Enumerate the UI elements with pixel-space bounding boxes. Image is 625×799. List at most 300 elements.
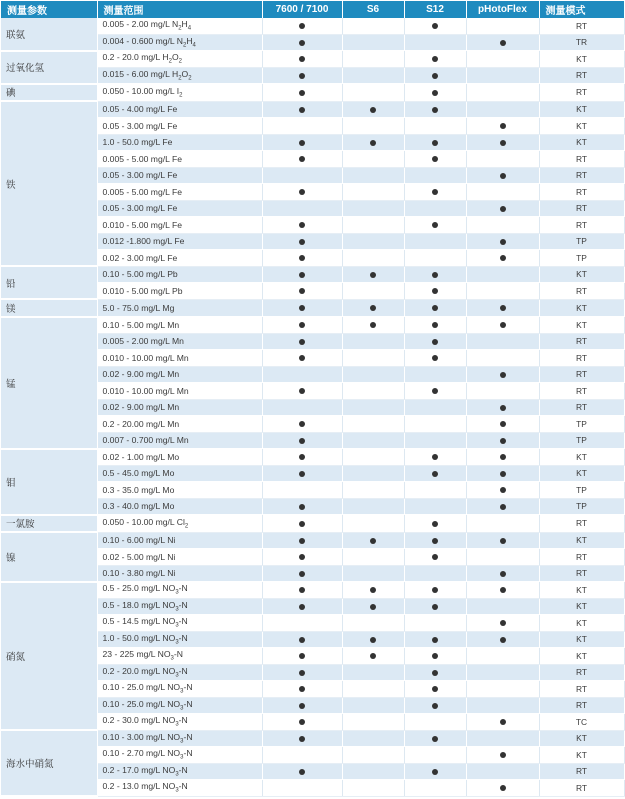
supported-dot-icon — [299, 769, 305, 775]
table-row — [1, 266, 624, 283]
support-cell-photoflex — [466, 101, 539, 118]
support-cell-7600-7100 — [262, 615, 342, 632]
parameter-cell: 锰 — [1, 317, 97, 449]
mode-cell: RT — [539, 697, 624, 714]
support-cell-7600-7100 — [262, 697, 342, 714]
support-cell-s6 — [342, 101, 404, 118]
support-cell-s12 — [404, 283, 466, 300]
support-cell-photoflex — [466, 615, 539, 632]
range-cell: 0.10 - 6.00 mg/L Ni — [97, 532, 262, 549]
parameter-cell: 铁 — [1, 101, 97, 266]
support-cell-7600-7100 — [262, 266, 342, 283]
table-row — [1, 18, 624, 34]
support-cell-s12 — [404, 449, 466, 466]
supported-dot-icon — [299, 736, 305, 742]
support-cell-photoflex — [466, 532, 539, 549]
supported-dot-icon — [500, 372, 506, 378]
range-cell: 1.0 - 50.0 mg/L $NO_3-N$ — [97, 631, 262, 648]
range-cell: 0.050 - 10.00 mg/L $Cl_2$ — [97, 515, 262, 533]
supported-dot-icon — [432, 769, 438, 775]
support-cell-s6 — [342, 697, 404, 714]
supported-dot-icon — [299, 587, 305, 593]
support-cell-s12 — [404, 184, 466, 201]
range-cell: 0.005 - 5.00 mg/L Fe — [97, 184, 262, 201]
support-cell-photoflex — [466, 34, 539, 51]
support-cell-s6 — [342, 167, 404, 184]
mode-cell: KT — [539, 631, 624, 648]
support-cell-7600-7100 — [262, 730, 342, 747]
mode-cell: TP — [539, 250, 624, 267]
mode-cell: KT — [539, 449, 624, 466]
supported-dot-icon — [432, 107, 438, 113]
support-cell-s6 — [342, 366, 404, 383]
support-cell-s6 — [342, 664, 404, 681]
support-cell-7600-7100 — [262, 532, 342, 549]
supported-dot-icon — [299, 189, 305, 195]
header-s6: S6 — [342, 1, 404, 18]
range-cell: 0.005 - 5.00 mg/L Fe — [97, 151, 262, 168]
support-cell-photoflex — [466, 366, 539, 383]
support-cell-s12 — [404, 101, 466, 118]
support-cell-s6 — [342, 498, 404, 515]
support-cell-s12 — [404, 67, 466, 84]
supported-dot-icon — [299, 703, 305, 709]
support-cell-photoflex — [466, 482, 539, 499]
supported-dot-icon — [432, 388, 438, 394]
mode-cell: RT — [539, 549, 624, 566]
support-cell-7600-7100 — [262, 399, 342, 416]
support-cell-photoflex — [466, 67, 539, 84]
support-cell-s6 — [342, 383, 404, 400]
support-cell-s12 — [404, 151, 466, 168]
mode-cell: RT — [539, 399, 624, 416]
support-cell-photoflex — [466, 151, 539, 168]
supported-dot-icon — [432, 554, 438, 560]
supported-dot-icon — [299, 140, 305, 146]
support-cell-s6 — [342, 747, 404, 764]
supported-dot-icon — [299, 554, 305, 560]
support-cell-photoflex — [466, 681, 539, 698]
supported-dot-icon — [299, 305, 305, 311]
mode-cell: KT — [539, 582, 624, 599]
support-cell-photoflex — [466, 648, 539, 665]
supported-dot-icon — [432, 339, 438, 345]
support-cell-s6 — [342, 34, 404, 51]
mode-cell: TC — [539, 714, 624, 731]
support-cell-s12 — [404, 217, 466, 234]
support-cell-s12 — [404, 167, 466, 184]
range-cell: 0.004 - 0.600 mg/L $N_2H_4$ — [97, 34, 262, 51]
supported-dot-icon — [299, 255, 305, 261]
support-cell-s12 — [404, 697, 466, 714]
support-cell-7600-7100 — [262, 118, 342, 135]
supported-dot-icon — [432, 538, 438, 544]
support-cell-s6 — [342, 763, 404, 780]
supported-dot-icon — [500, 504, 506, 510]
support-cell-s6 — [342, 151, 404, 168]
supported-dot-icon — [299, 388, 305, 394]
supported-dot-icon — [370, 587, 376, 593]
header-photoflex: pHotoFlex — [466, 1, 539, 18]
support-cell-photoflex — [466, 432, 539, 449]
supported-dot-icon — [299, 355, 305, 361]
supported-dot-icon — [500, 206, 506, 212]
support-cell-s6 — [342, 51, 404, 68]
supported-dot-icon — [432, 703, 438, 709]
support-cell-7600-7100 — [262, 167, 342, 184]
supported-dot-icon — [299, 521, 305, 527]
support-cell-s6 — [342, 631, 404, 648]
support-cell-s6 — [342, 549, 404, 566]
parameter-cell: 过氧化氢 — [1, 51, 97, 84]
support-cell-s6 — [342, 780, 404, 797]
support-cell-photoflex — [466, 763, 539, 780]
support-cell-7600-7100 — [262, 151, 342, 168]
support-cell-7600-7100 — [262, 299, 342, 317]
range-cell: 0.005 - 2.00 mg/L Mn — [97, 333, 262, 350]
supported-dot-icon — [432, 73, 438, 79]
support-cell-7600-7100 — [262, 780, 342, 797]
supported-dot-icon — [299, 339, 305, 345]
range-cell: 0.010 - 5.00 mg/L Fe — [97, 217, 262, 234]
support-cell-7600-7100 — [262, 648, 342, 665]
support-cell-photoflex — [466, 565, 539, 582]
range-cell: 0.2 - 30.0 mg/L $NO_3-N$ — [97, 714, 262, 731]
table-row — [1, 730, 624, 747]
support-cell-photoflex — [466, 664, 539, 681]
support-cell-s12 — [404, 780, 466, 797]
supported-dot-icon — [370, 653, 376, 659]
range-cell: 0.02 - 3.00 mg/L Fe — [97, 250, 262, 267]
support-cell-s12 — [404, 763, 466, 780]
support-cell-photoflex — [466, 217, 539, 234]
support-cell-7600-7100 — [262, 67, 342, 84]
mode-cell: KT — [539, 730, 624, 747]
supported-dot-icon — [299, 272, 305, 278]
support-cell-s12 — [404, 51, 466, 68]
header-7600-7100: 7600 / 7100 — [262, 1, 342, 18]
support-cell-photoflex — [466, 333, 539, 350]
range-cell: 0.02 - 9.00 mg/L Mn — [97, 399, 262, 416]
supported-dot-icon — [500, 538, 506, 544]
support-cell-photoflex — [466, 250, 539, 267]
mode-cell: RT — [539, 67, 624, 84]
supported-dot-icon — [500, 405, 506, 411]
support-cell-7600-7100 — [262, 449, 342, 466]
supported-dot-icon — [299, 438, 305, 444]
table-row — [1, 515, 624, 533]
mode-cell: KT — [539, 532, 624, 549]
supported-dot-icon — [432, 604, 438, 610]
table-row — [1, 84, 624, 102]
support-cell-photoflex — [466, 184, 539, 201]
supported-dot-icon — [500, 454, 506, 460]
mode-cell: RT — [539, 366, 624, 383]
support-cell-photoflex — [466, 498, 539, 515]
support-cell-s12 — [404, 681, 466, 698]
supported-dot-icon — [432, 736, 438, 742]
mode-cell: TP — [539, 498, 624, 515]
table-row — [1, 449, 624, 466]
range-cell: 0.007 - 0.700 mg/L Mn — [97, 432, 262, 449]
supported-dot-icon — [432, 305, 438, 311]
support-cell-photoflex — [466, 582, 539, 599]
mode-cell: KT — [539, 465, 624, 482]
supported-dot-icon — [299, 504, 305, 510]
support-cell-s12 — [404, 399, 466, 416]
supported-dot-icon — [299, 471, 305, 477]
supported-dot-icon — [500, 785, 506, 791]
mode-cell: RT — [539, 84, 624, 102]
support-cell-s12 — [404, 465, 466, 482]
range-cell: 0.2 - 17.0 mg/L $NO_3-N$ — [97, 763, 262, 780]
support-cell-s6 — [342, 200, 404, 217]
support-cell-s12 — [404, 532, 466, 549]
support-cell-s12 — [404, 747, 466, 764]
supported-dot-icon — [500, 173, 506, 179]
support-cell-s12 — [404, 598, 466, 615]
support-cell-photoflex — [466, 449, 539, 466]
supported-dot-icon — [370, 538, 376, 544]
support-cell-7600-7100 — [262, 317, 342, 334]
range-cell: 5.0 - 75.0 mg/L Mg — [97, 299, 262, 317]
support-cell-s12 — [404, 432, 466, 449]
support-cell-photoflex — [466, 266, 539, 283]
support-cell-photoflex — [466, 730, 539, 747]
mode-cell: RT — [539, 664, 624, 681]
mode-cell: TR — [539, 34, 624, 51]
support-cell-photoflex — [466, 134, 539, 151]
support-cell-s6 — [342, 266, 404, 283]
support-cell-7600-7100 — [262, 681, 342, 698]
support-cell-photoflex — [466, 118, 539, 135]
support-cell-s6 — [342, 615, 404, 632]
range-cell: 0.5 - 14.5 mg/L $NO_3-N$ — [97, 615, 262, 632]
supported-dot-icon — [432, 189, 438, 195]
supported-dot-icon — [432, 587, 438, 593]
support-cell-s12 — [404, 84, 466, 102]
support-cell-s12 — [404, 299, 466, 317]
mode-cell: RT — [539, 18, 624, 34]
supported-dot-icon — [299, 107, 305, 113]
range-cell: 0.10 - 3.80 mg/L Ni — [97, 565, 262, 582]
range-cell: 0.5 - 25.0 mg/L $NO_3-N$ — [97, 582, 262, 599]
range-cell: 0.2 - 20.0 mg/L $H_2O_2$ — [97, 51, 262, 68]
support-cell-s12 — [404, 333, 466, 350]
support-cell-s6 — [342, 118, 404, 135]
support-cell-7600-7100 — [262, 664, 342, 681]
supported-dot-icon — [370, 107, 376, 113]
supported-dot-icon — [432, 272, 438, 278]
support-cell-7600-7100 — [262, 134, 342, 151]
supported-dot-icon — [432, 322, 438, 328]
supported-dot-icon — [299, 288, 305, 294]
supported-dot-icon — [432, 637, 438, 643]
support-cell-s6 — [342, 350, 404, 367]
mode-cell: KT — [539, 299, 624, 317]
supported-dot-icon — [432, 471, 438, 477]
mode-cell: RT — [539, 151, 624, 168]
support-cell-s12 — [404, 714, 466, 731]
support-cell-7600-7100 — [262, 631, 342, 648]
support-cell-photoflex — [466, 200, 539, 217]
support-cell-photoflex — [466, 299, 539, 317]
supported-dot-icon — [370, 140, 376, 146]
range-cell: 0.10 - 2.70 mg/L $NO_3-N$ — [97, 747, 262, 764]
support-cell-s12 — [404, 631, 466, 648]
support-cell-photoflex — [466, 399, 539, 416]
parameter-cell: 海水中硝氮 — [1, 730, 97, 796]
support-cell-7600-7100 — [262, 101, 342, 118]
support-cell-s6 — [342, 532, 404, 549]
table-row — [1, 317, 624, 334]
support-cell-s6 — [342, 299, 404, 317]
supported-dot-icon — [500, 438, 506, 444]
support-cell-s6 — [342, 333, 404, 350]
support-cell-7600-7100 — [262, 383, 342, 400]
range-cell: 0.2 - 13.0 mg/L $NO_3-N$ — [97, 780, 262, 797]
supported-dot-icon — [432, 140, 438, 146]
range-cell: 0.2 - 20.0 mg/L $NO_3-N$ — [97, 664, 262, 681]
support-cell-s6 — [342, 217, 404, 234]
mode-cell: RT — [539, 283, 624, 300]
support-cell-s12 — [404, 317, 466, 334]
mode-cell: KT — [539, 598, 624, 615]
support-cell-photoflex — [466, 780, 539, 797]
supported-dot-icon — [500, 255, 506, 261]
header-range: 测量范围 — [97, 1, 262, 18]
range-cell: 0.02 - 1.00 mg/L Mo — [97, 449, 262, 466]
support-cell-s6 — [342, 233, 404, 250]
supported-dot-icon — [299, 23, 305, 29]
supported-dot-icon — [299, 40, 305, 46]
supported-dot-icon — [500, 322, 506, 328]
mode-cell: RT — [539, 184, 624, 201]
support-cell-7600-7100 — [262, 582, 342, 599]
mode-cell: RT — [539, 383, 624, 400]
support-cell-s12 — [404, 200, 466, 217]
supported-dot-icon — [370, 637, 376, 643]
supported-dot-icon — [299, 56, 305, 62]
table-row — [1, 532, 624, 549]
support-cell-s12 — [404, 383, 466, 400]
supported-dot-icon — [500, 239, 506, 245]
mode-cell: KT — [539, 648, 624, 665]
range-cell: 0.05 - 3.00 mg/L Fe — [97, 118, 262, 135]
mode-cell: KT — [539, 266, 624, 283]
support-cell-s12 — [404, 648, 466, 665]
support-cell-s12 — [404, 664, 466, 681]
mode-cell: RT — [539, 763, 624, 780]
range-cell: 0.050 - 10.00 mg/L $I_2$ — [97, 84, 262, 102]
parameter-cell: 铅 — [1, 266, 97, 299]
range-cell: 0.010 - 5.00 mg/L Pb — [97, 283, 262, 300]
support-cell-7600-7100 — [262, 565, 342, 582]
table-body — [1, 18, 624, 796]
support-cell-s12 — [404, 118, 466, 135]
supported-dot-icon — [299, 90, 305, 96]
support-cell-photoflex — [466, 51, 539, 68]
supported-dot-icon — [370, 272, 376, 278]
support-cell-7600-7100 — [262, 333, 342, 350]
table-row — [1, 51, 624, 68]
support-cell-7600-7100 — [262, 350, 342, 367]
supported-dot-icon — [432, 23, 438, 29]
support-cell-7600-7100 — [262, 498, 342, 515]
support-cell-s6 — [342, 184, 404, 201]
support-cell-s12 — [404, 266, 466, 283]
range-cell: 0.005 - 2.00 mg/L $N_2H_4$ — [97, 18, 262, 34]
support-cell-photoflex — [466, 549, 539, 566]
support-cell-s6 — [342, 582, 404, 599]
supported-dot-icon — [500, 571, 506, 577]
supported-dot-icon — [299, 421, 305, 427]
support-cell-photoflex — [466, 167, 539, 184]
supported-dot-icon — [432, 288, 438, 294]
mode-cell: TP — [539, 416, 624, 433]
support-cell-s6 — [342, 18, 404, 34]
support-cell-s6 — [342, 465, 404, 482]
range-cell: 0.10 - 25.0 mg/L $NO_3-N$ — [97, 681, 262, 698]
support-cell-s6 — [342, 250, 404, 267]
support-cell-s12 — [404, 233, 466, 250]
supported-dot-icon — [432, 653, 438, 659]
range-cell: 0.02 - 5.00 mg/L Ni — [97, 549, 262, 566]
support-cell-s6 — [342, 482, 404, 499]
header-s12: S12 — [404, 1, 466, 18]
support-cell-s6 — [342, 399, 404, 416]
support-cell-photoflex — [466, 283, 539, 300]
supported-dot-icon — [299, 156, 305, 162]
support-cell-7600-7100 — [262, 763, 342, 780]
supported-dot-icon — [432, 521, 438, 527]
supported-dot-icon — [299, 454, 305, 460]
support-cell-7600-7100 — [262, 200, 342, 217]
mode-cell: RT — [539, 681, 624, 698]
support-cell-photoflex — [466, 233, 539, 250]
support-cell-7600-7100 — [262, 283, 342, 300]
supported-dot-icon — [432, 56, 438, 62]
support-cell-photoflex — [466, 714, 539, 731]
support-cell-s12 — [404, 498, 466, 515]
mode-cell: TP — [539, 432, 624, 449]
parameter-cell: 一氯胺 — [1, 515, 97, 533]
supported-dot-icon — [370, 322, 376, 328]
supported-dot-icon — [299, 604, 305, 610]
mode-cell: RT — [539, 515, 624, 533]
range-cell: 0.05 - 3.00 mg/L Fe — [97, 167, 262, 184]
mode-cell: KT — [539, 747, 624, 764]
support-cell-s12 — [404, 549, 466, 566]
supported-dot-icon — [500, 123, 506, 129]
mode-cell: RT — [539, 167, 624, 184]
supported-dot-icon — [299, 670, 305, 676]
support-cell-s6 — [342, 648, 404, 665]
support-cell-s12 — [404, 18, 466, 34]
supported-dot-icon — [432, 355, 438, 361]
supported-dot-icon — [500, 637, 506, 643]
range-cell: 0.012 -1.800 mg/L Fe — [97, 233, 262, 250]
range-cell: 0.5 - 18.0 mg/L $NO_3-N$ — [97, 598, 262, 615]
support-cell-s6 — [342, 565, 404, 582]
supported-dot-icon — [500, 620, 506, 626]
supported-dot-icon — [299, 686, 305, 692]
support-cell-photoflex — [466, 350, 539, 367]
support-cell-s6 — [342, 134, 404, 151]
table-header — [1, 1, 624, 18]
range-cell: 0.10 - 5.00 mg/L Mn — [97, 317, 262, 334]
supported-dot-icon — [500, 140, 506, 146]
